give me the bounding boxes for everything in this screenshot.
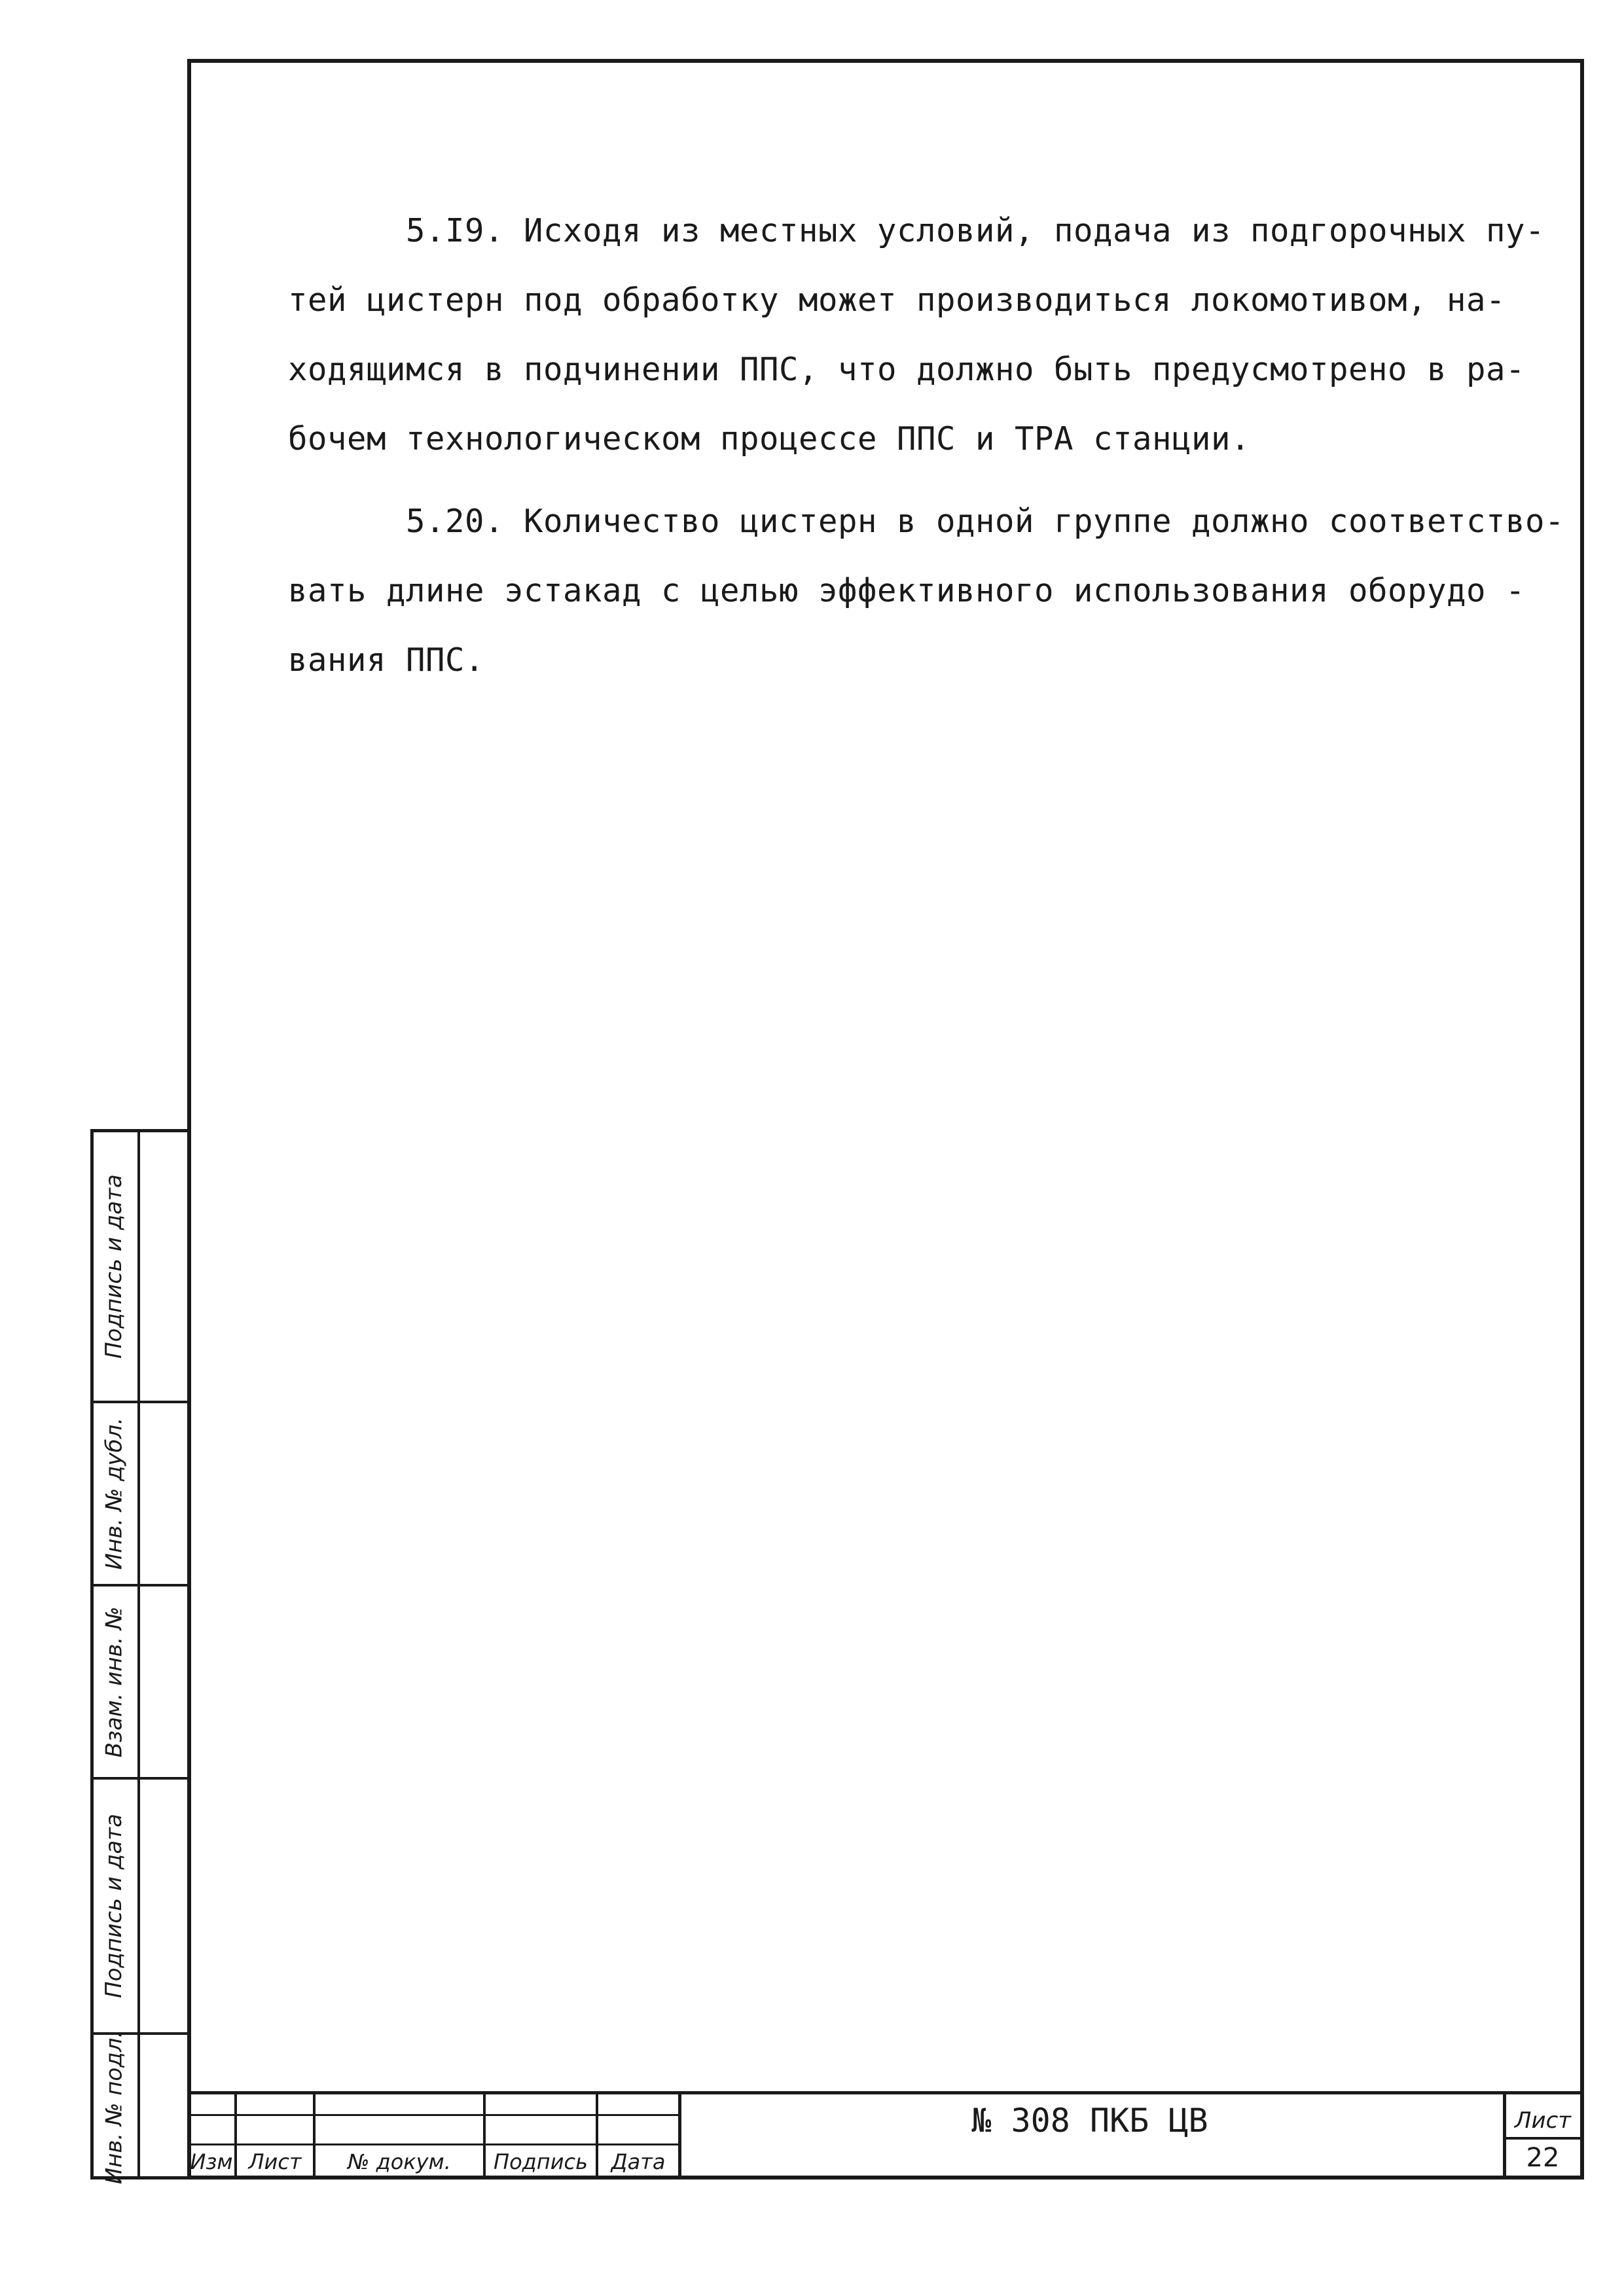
side-label-signature-date-top: Подпись и дата [101,1174,128,1359]
title-block-row-line [187,2144,681,2145]
title-block-row-line [187,2114,681,2116]
caption-list: Лист [248,2149,302,2174]
paragraph-5-19-line-4: бочем технологическом процессе ППС и ТРА станции. [288,420,1251,457]
side-label-inv-podl: Инв. № подл. [101,2030,128,2184]
paragraph-5-19-line-2: тей цистерн под обработку может производиться локомотивом, на- [288,281,1506,319]
paragraph-5-20-line-3: вания ППС. [288,641,485,679]
body-text [288,196,1565,695]
paragraph-5-19-line-3: ходящимся в подчинении ППС, что должно быть предусмотрено в ра- [288,351,1526,388]
side-label-signature-date-bottom: Подпись и дата [101,1814,128,1998]
document-number: № 308 ПКБ ЦВ [971,2102,1208,2140]
side-strip-divider [137,1129,140,2179]
side-label-inv-dubl: Инв. № дубл. [101,1417,127,1570]
caption-doc-number: № докум. [348,2149,451,2174]
caption-date: Дата [611,2149,666,2174]
sheet-label: Лист [1514,2108,1572,2134]
paragraph-5-19-line-1: 5.I9. Исходя из местных условий, подача из подгорочных пу- [288,212,1545,249]
paragraph-gap [288,474,1551,487]
paragraph-5-20-line-1: 5.20. Количество цистерн в одной группе должно соответство- [288,503,1565,540]
caption-signature: Подпись [494,2149,588,2174]
paragraph-5-20-line-2: вать длине эстакад с целью эффективного использования оборудо - [288,572,1526,609]
caption-izm: Изм [190,2149,233,2174]
side-label-vzam-inv: Взам. инв. № [101,1606,128,1757]
sheet-number: 22 [1526,2143,1560,2173]
